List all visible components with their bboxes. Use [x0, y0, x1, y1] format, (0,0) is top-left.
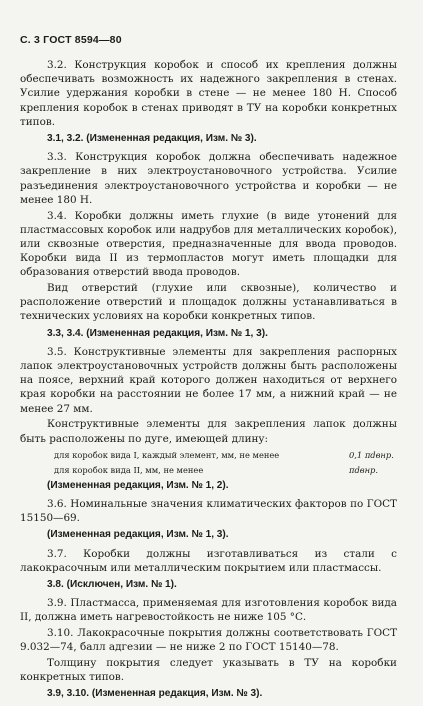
paragraph-holes: Вид отверстий (глухие или сквозные), количество и расположение отверстий и площадок должны устанавливаться в технических условиях на коробки конкретных типов.	[20, 282, 397, 323]
paragraph-thickness: Толщину покрытия следует указывать в ТУ на коробки конкретных типов.	[20, 657, 397, 684]
formula-row	[54, 449, 397, 461]
document-body	[20, 58, 397, 706]
formula-value: 0,1 πdвнр.	[349, 449, 394, 460]
amendment-note: (Измененная редакция, Изм. № 1, 3).	[47, 529, 229, 541]
amendment-note: 3.3, 3.4. (Измененная редакция, Изм. № 1, 3).	[47, 327, 268, 339]
paragraph-elements: Конструктивные элементы для закрепления лапок должны быть расположены по дуге, имеющей длину:	[20, 418, 397, 445]
paragraph-3-5: 3.5. Конструктивные элементы для закрепления распорных лапок электроустановочных устройств должны быть расположены на поясе, верхний край которого должен находиться от верхнего края коробки на расстоянии не более 17 мм, а нижний край — не менее 27 мм.	[20, 345, 397, 415]
amendment-note: (Измененная редакция, Изм. № 1, 2).	[47, 479, 229, 491]
paragraph-3-9: 3.9. Пластмасса, применяемая для изготовления коробок вида II, должна иметь нагревостойкость не ниже 105 °С.	[20, 597, 397, 624]
amendment-note: 3.1, 3.2. (Измененная редакция, Изм. № 3).	[47, 133, 257, 145]
paragraph-3-4: 3.4. Коробки должны иметь глухие (в виде утонений для пластмассовых коробок или надрубов для металлических коробок), или сквозные отверстия, предназначенные для ввода проводов. Коробки вида II из термопластов могут иметь площадки для образования отверстий ввода проводов.	[20, 209, 397, 279]
amendment-note: 3.9, 3.10. (Измененная редакция, Изм. № 3).	[47, 688, 263, 700]
paragraph-3-3: 3.3. Конструкция коробок должна обеспечивать надежное закрепление в них электроустановочного устройства. Усилие разъединения электроустановочного устройства и коробки — не менее 180 Н.	[20, 151, 397, 206]
excluded-note: 3.8. (Исключен, Изм. № 1).	[47, 579, 177, 590]
formula-text: для коробок вида I, каждый элемент, мм, не менее	[54, 449, 280, 460]
paragraph-3-6: 3.6. Номинальные значения климатических факторов по ГОСТ 15150—69.	[20, 497, 397, 525]
page-header: С. 3 ГОСТ 8594—80	[20, 34, 122, 46]
formula-row	[54, 464, 397, 476]
paragraph-3-2: 3.2. Конструкция коробок и способ их крепления должны обеспечивать возможность их надежного закрепления в стенах. Усилие удержания коробки в стене — не менее 180 Н. Способ крепления коробок в стенах приводят в ТУ на коробки конкретных типов.	[20, 59, 397, 128]
formula-text: для коробок вида II, мм, не менее	[54, 464, 204, 475]
paragraph-3-7: 3.7. Коробки должны изготавливаться из стали с лакокрасочным или металлическим покрытием или пластмассы.	[20, 547, 397, 574]
paragraph-3-10: 3.10. Лакокрасочные покрытия должны соответствовать ГОСТ 9.032—74, балл адгезии — не ниже 2 по ГОСТ 15140—78.	[20, 627, 397, 654]
formula-value: πdвнр.	[349, 464, 379, 475]
